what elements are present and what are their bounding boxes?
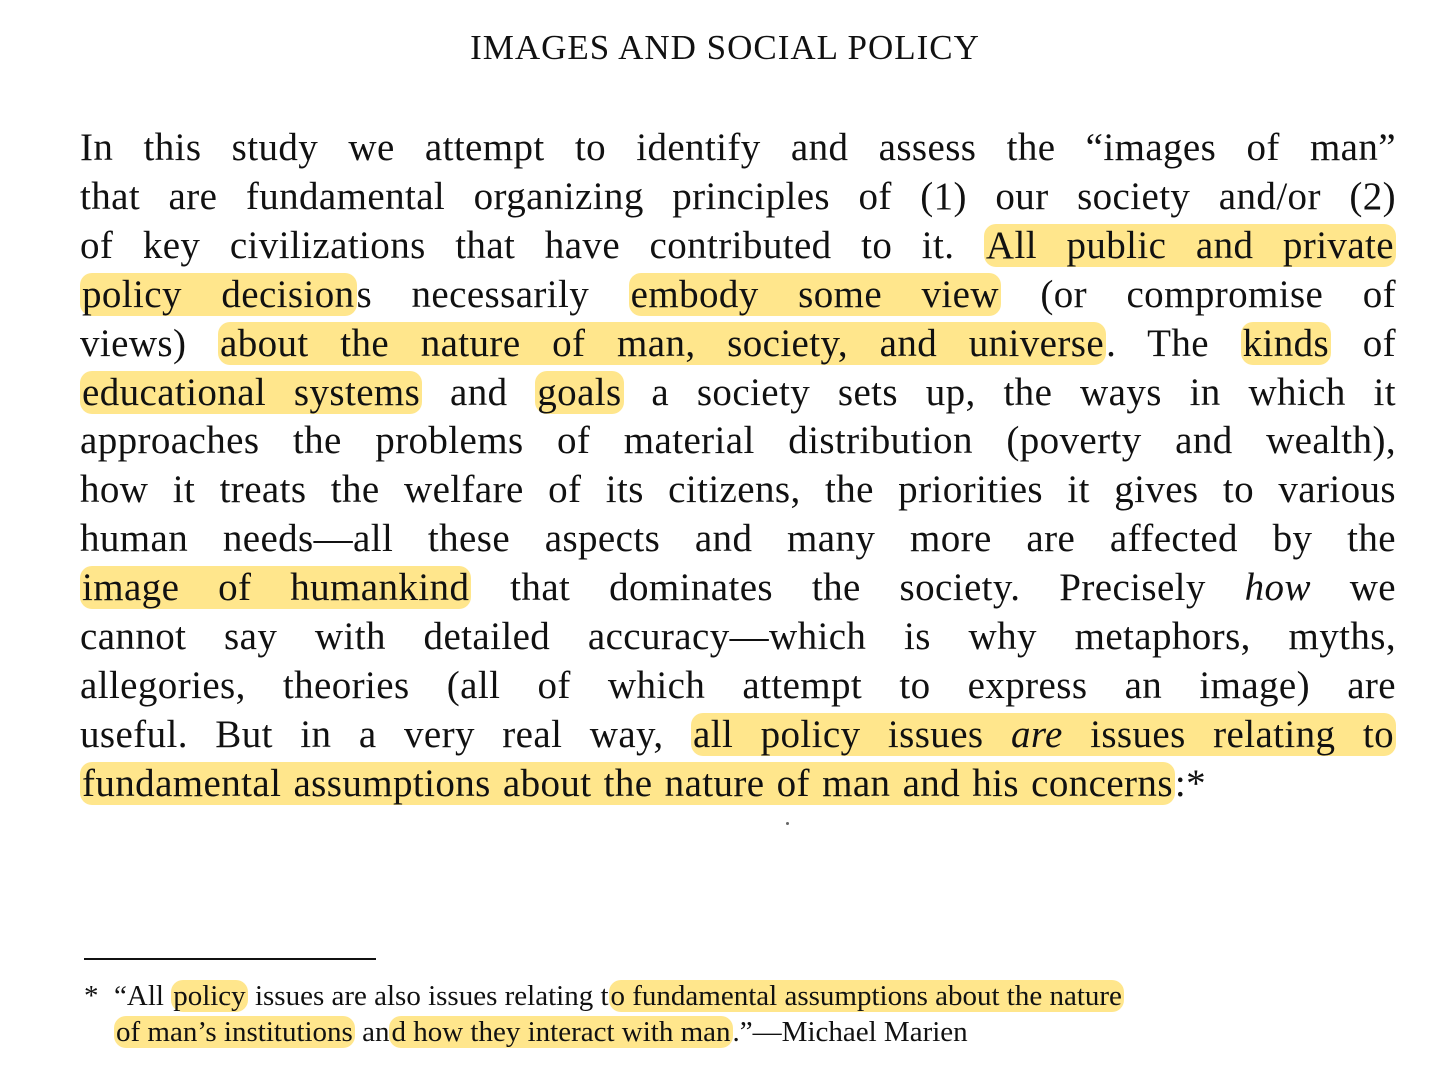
italic-text: are (1010, 712, 1063, 756)
highlighted-text: about the nature of man, society, and universe (219, 321, 1105, 365)
footnote-line (84, 1014, 1400, 1050)
highlighted-text: kinds (1242, 321, 1330, 365)
paragraph-line (80, 320, 1396, 369)
highlighted-text (691, 713, 1396, 756)
highlighted-text: fundamental assumptions about the nature of man and his concerns (82, 761, 1173, 805)
text-run: approaches the problems of material distribution (poverty and wealth), (80, 419, 1396, 463)
paragraph-line (80, 662, 1396, 711)
paragraph-line (80, 417, 1396, 466)
text-run: “All (114, 980, 172, 1012)
text-run: In this study we attempt to identify and assess the “images of man” (80, 126, 1396, 169)
text-run: that dominates the society. Precisely (471, 566, 1245, 610)
text-run: useful. But in a very real way, (80, 712, 691, 756)
footnote-marker: * (84, 980, 99, 1012)
highlighted-text: embody some view (630, 272, 999, 316)
text-run: s necessarily (356, 272, 629, 316)
main-paragraph (80, 124, 1396, 809)
text-run: views) (80, 321, 218, 365)
paragraph-line (80, 711, 1396, 760)
text-run: a society sets up, the ways in which it (623, 370, 1397, 414)
paragraph-line (80, 760, 1396, 809)
highlighted-text: image of humankind (82, 566, 470, 610)
text-run: human needs—all these aspects and many more are affected by the (80, 517, 1396, 561)
paragraph-line (80, 124, 1396, 173)
paragraph-line (80, 515, 1396, 564)
text-run: how it treats the welfare of its citizens, the priorities it gives to various (80, 468, 1396, 512)
text-run: an (354, 1016, 390, 1048)
highlighted-text: goals (537, 370, 622, 414)
highlighted-text: policy decision (82, 272, 355, 316)
highlighted-text: policy (173, 980, 246, 1012)
page-heading: IMAGES AND SOCIAL POLICY (470, 28, 980, 67)
text-run: we (1310, 566, 1396, 610)
text-run: :* (1174, 761, 1207, 805)
highlighted-text: of man’s institutions (116, 1016, 353, 1048)
highlighted-text: educational systems (82, 370, 421, 414)
text-run: cannot say with detailed accuracy—which is why metaphors, myths, (80, 615, 1396, 659)
text-run: allegories, theories (all of which attempt to express an image) are (80, 663, 1396, 707)
text-run: all policy issues (693, 712, 1011, 756)
highlighted-text: d how they interact with man (391, 1016, 731, 1048)
text-run: that are fundamental organizing principles of (1) our society and/or (2) (80, 174, 1396, 218)
paragraph-line (80, 173, 1396, 222)
footnote (84, 978, 1400, 1050)
paragraph-line (80, 222, 1396, 271)
highlighted-text: o fundamental assumptions about the nature (610, 980, 1122, 1012)
paragraph-line (80, 613, 1396, 662)
paragraph-line (80, 466, 1396, 515)
paragraph-line (80, 564, 1396, 613)
text-run: issues relating to (1062, 712, 1395, 756)
text-run: (or compromise of (1000, 272, 1396, 316)
text-run: issues are also issues relating t (247, 980, 609, 1012)
text-run: of key civilizations that have contributed to it. (80, 223, 984, 267)
paragraph-line (80, 369, 1396, 418)
text-run: . The (1106, 321, 1241, 365)
text-run: .”—Michael Marien (732, 1016, 968, 1048)
text-run: of (1331, 321, 1396, 365)
text-run: and (422, 370, 536, 414)
highlighted-text: All public and private (985, 223, 1394, 267)
stray-mark (786, 822, 789, 825)
footnote-line (84, 978, 1400, 1014)
paragraph-line (80, 271, 1396, 320)
italic-text: how (1244, 566, 1311, 610)
footnote-divider (84, 958, 376, 960)
